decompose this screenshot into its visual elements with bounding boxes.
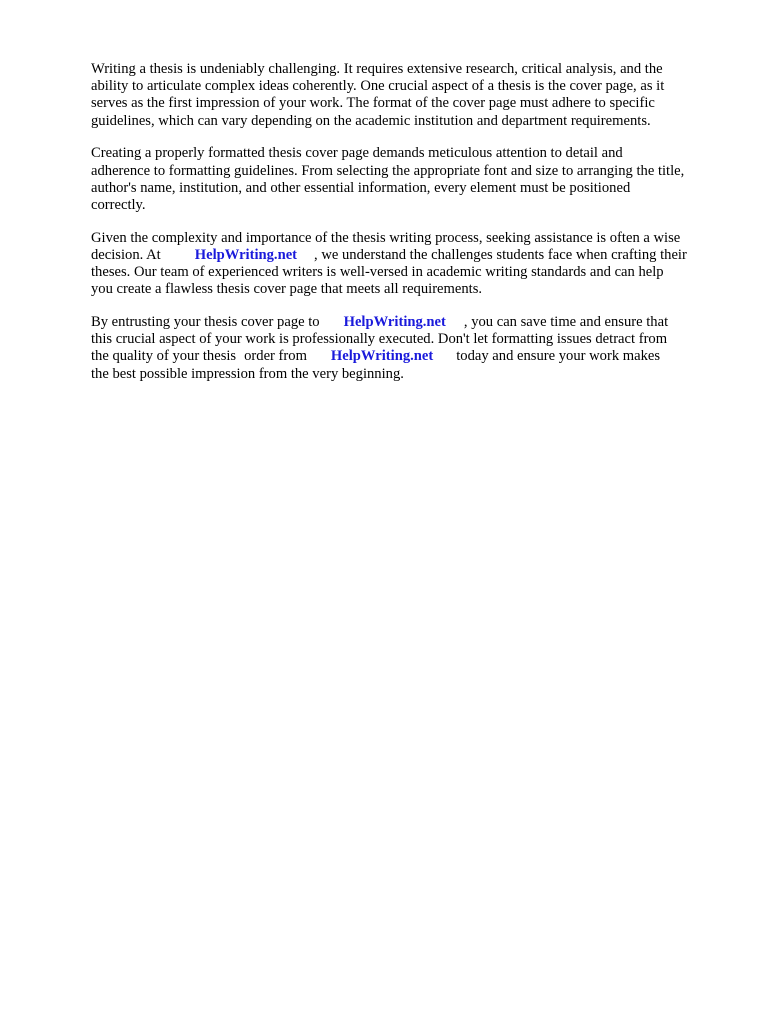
- text-line: [91, 348, 731, 365]
- text-line: serves as the first impression of your work. The format of the cover page must adhere to specific: [91, 95, 655, 112]
- text-line: Creating a properly formatted thesis cover page demands meticulous attention to detail and: [91, 145, 623, 162]
- text-line: ability to articulate complex ideas coherently. One crucial aspect of a thesis is the cover page, as it: [91, 78, 665, 95]
- text-segment: order from: [244, 348, 307, 365]
- paragraph-intro: [91, 61, 731, 130]
- helpwriting-link[interactable]: HelpWriting.net: [343, 313, 446, 330]
- text-line: [91, 314, 731, 331]
- text-segment: the quality of your thesis: [91, 348, 237, 365]
- text-line: guidelines, which can vary depending on the academic institution and department requirements.: [91, 112, 651, 129]
- paragraph-formatting: [91, 145, 731, 214]
- text-line: you create a flawless thesis cover page that meets all requirements.: [91, 281, 483, 298]
- text-segment: , you can save time and ensure that: [463, 313, 669, 330]
- text-segment: , we understand the challenges students face when crafting their: [314, 246, 687, 263]
- document-body: [91, 61, 731, 398]
- text-line: the best possible impression from the very beginning.: [91, 365, 404, 382]
- text-line: author's name, institution, and other essential information, every element must be positioned: [91, 179, 631, 196]
- paragraph-assistance: [91, 230, 731, 299]
- helpwriting-link[interactable]: HelpWriting.net: [330, 348, 434, 365]
- paragraph-entrust: [91, 314, 731, 383]
- text-line: Writing a thesis is undeniably challenging. It requires extensive research, critical analysis, and the: [91, 61, 663, 77]
- text-line: correctly.: [91, 196, 146, 213]
- text-segment: By entrusting your thesis cover page to: [91, 313, 320, 330]
- text-line: this crucial aspect of your work is professionally executed. Don't let formatting issues detract from: [91, 331, 668, 348]
- helpwriting-link[interactable]: HelpWriting.net: [194, 246, 298, 263]
- text-line: adherence to formatting guidelines. From selecting the appropriate font and size to arranging the title,: [91, 162, 685, 179]
- text-segment: today and ensure your work makes: [456, 348, 661, 365]
- text-segment: decision. At: [91, 246, 161, 263]
- text-line: Given the complexity and importance of the thesis writing process, seeking assistance is often a wise: [91, 229, 681, 246]
- text-line: theses. Our team of experienced writers is well-versed in academic writing standards and can help: [91, 264, 664, 281]
- text-line: [91, 247, 731, 264]
